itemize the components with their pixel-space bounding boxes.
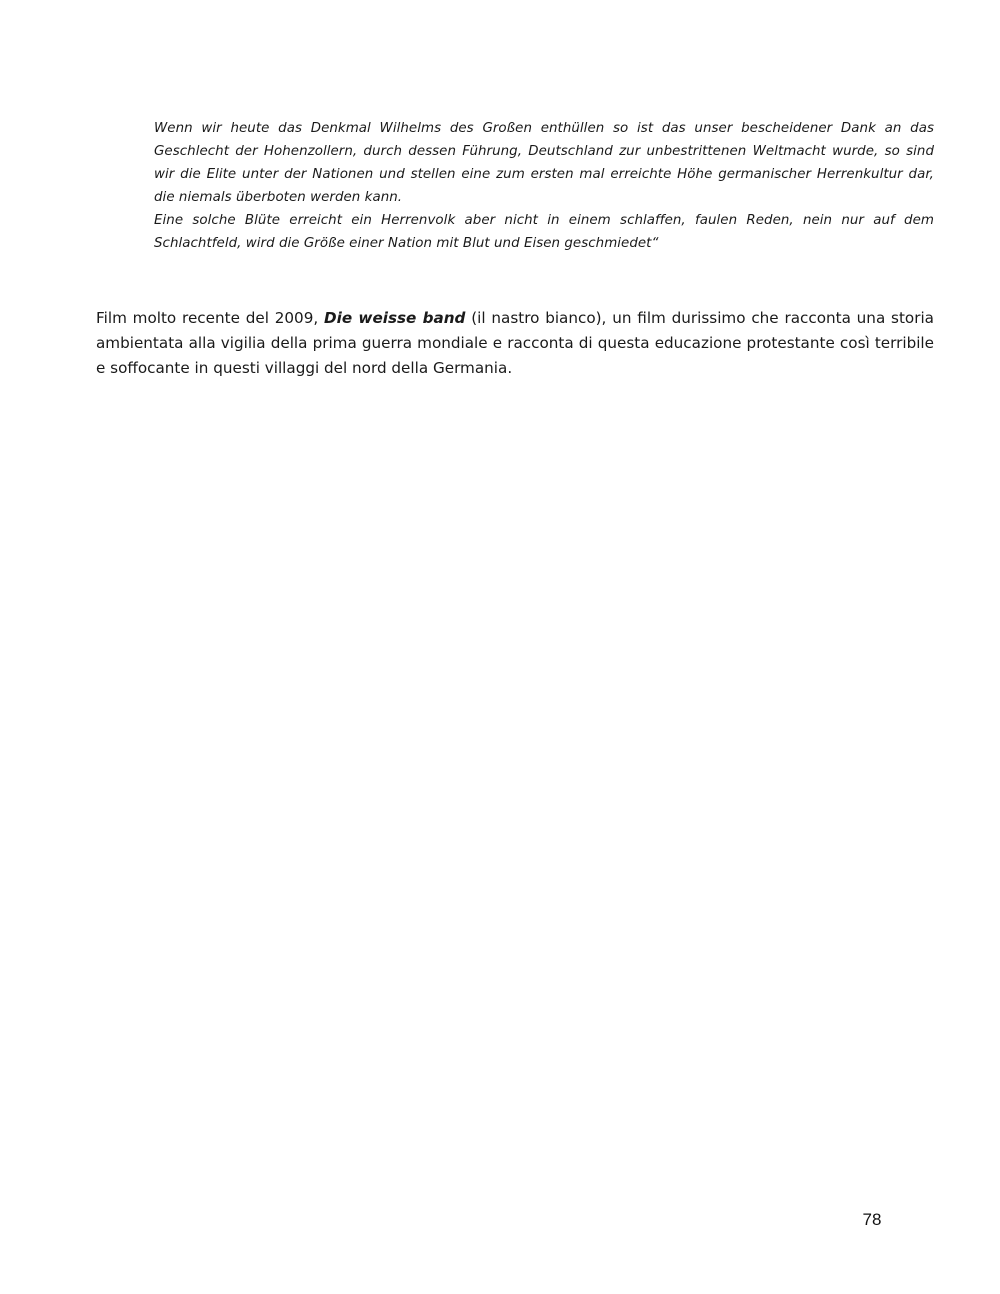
body-rest: (il nastro bianco), un film durissimo che racconta una storia ambientata alla vigilia della prima guerra mondiale e racconta di questa educazione protestante così terribile e soffocante in questi villaggi del nord della Germania. bbox=[96, 309, 934, 377]
film-title: Die weisse band bbox=[324, 309, 466, 327]
page-number: 78 bbox=[862, 1210, 882, 1229]
quote-paragraph-2: Eine solche Blüte erreicht ein Herrenvolk aber nicht in einem schlaffen, faulen Reden, nein nur auf dem Schlachtfeld, wird die Größe einer Nation mit Blut und Eisen geschmiedet“ bbox=[154, 213, 934, 251]
block-quote bbox=[154, 117, 934, 255]
body-paragraph bbox=[96, 306, 934, 381]
body-intro: Film molto recente del 2009, bbox=[96, 309, 325, 327]
quote-paragraph-1: Wenn wir heute das Denkmal Wilhelms des Großen enthüllen so ist das unser bescheidener Dank an das Geschlecht der Hohenzollern, durch dessen Führung, Deutschland zur unbestrittenen Weltmacht wurde, so sind wir die Elite unter der Nationen und stellen eine zum ersten mal erreichte Höhe germanischer Herrenkultur dar, die niemals überboten werden kann. bbox=[154, 121, 934, 205]
